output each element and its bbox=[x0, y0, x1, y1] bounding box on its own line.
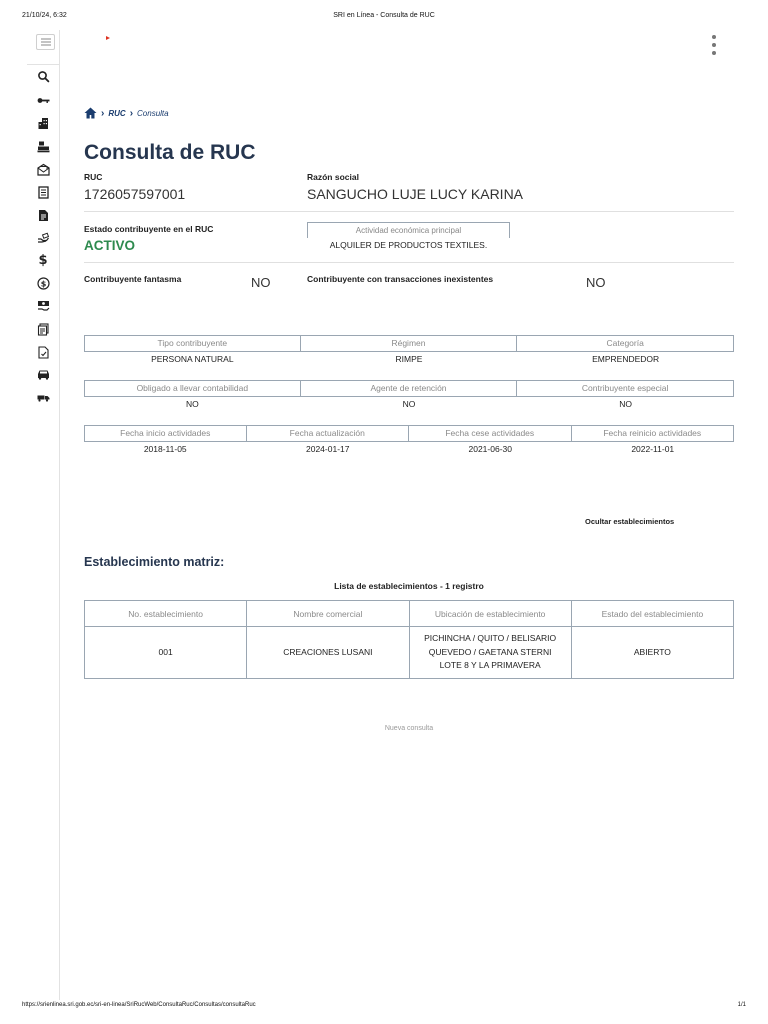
car-icon[interactable] bbox=[34, 366, 52, 382]
home-icon[interactable] bbox=[84, 107, 97, 119]
ghost-taxpayer-value: NO bbox=[251, 275, 271, 290]
table-header: Obligado a llevar contabilidad bbox=[84, 380, 301, 397]
more-options-icon[interactable] bbox=[710, 35, 718, 55]
sidebar-divider bbox=[27, 64, 60, 65]
svg-text:$: $ bbox=[40, 278, 46, 288]
table-header: Contribuyente especial bbox=[516, 380, 734, 397]
document-check-icon[interactable] bbox=[34, 344, 52, 360]
table-cell: PERSONA NATURAL bbox=[151, 354, 234, 364]
establishment-location: PICHINCHA / QUITO / BELISARIO QUEVEDO / GAETANA STERNI LOTE 8 Y LA PRIMAVERA bbox=[409, 627, 571, 679]
table-cell: EMPRENDEDOR bbox=[592, 354, 660, 364]
table-header: Ubicación de establecimiento bbox=[409, 601, 571, 627]
table-cell: NO bbox=[619, 399, 633, 409]
table-header: Fecha inicio actividades bbox=[84, 425, 247, 442]
table-header: Nombre comercial bbox=[247, 601, 409, 627]
envelope-open-icon[interactable] bbox=[34, 161, 52, 177]
buildings-icon[interactable] bbox=[34, 115, 52, 131]
document-list-icon[interactable] bbox=[34, 184, 52, 200]
taxpayer-type-table bbox=[84, 335, 734, 366]
table-cell: 2024-01-17 bbox=[306, 444, 350, 454]
table-header: Agente de retención bbox=[300, 380, 518, 397]
establishment-status: ABIERTO bbox=[571, 627, 733, 679]
divider bbox=[84, 262, 734, 263]
status-label: Estado contribuyente en el RUC bbox=[84, 224, 214, 234]
print-title: SRI en Línea - Consulta de RUC bbox=[333, 12, 435, 19]
new-query-button[interactable]: Nueva consulta bbox=[384, 725, 434, 732]
hamburger-icon bbox=[41, 38, 51, 46]
ruc-value: 1726057597001 bbox=[84, 186, 186, 202]
table-header: Tipo contribuyente bbox=[84, 335, 301, 352]
business-name-value: SANGUCHO LUJE LUCY KARINA bbox=[307, 186, 524, 202]
page-title: Consulta de RUC bbox=[84, 141, 256, 164]
dollar-icon[interactable] bbox=[34, 252, 52, 268]
dollar-glyph: $ bbox=[38, 252, 48, 268]
table-header: Régimen bbox=[300, 335, 518, 352]
hide-establishments-link[interactable]: Ocultar establecimientos bbox=[585, 517, 675, 526]
breadcrumb bbox=[84, 107, 169, 119]
ghost-taxpayer-label: Contribuyente fantasma bbox=[84, 274, 182, 284]
breadcrumb-consulta: Consulta bbox=[137, 108, 169, 118]
dollar-circle-icon[interactable] bbox=[34, 275, 52, 291]
sri-logo-mark bbox=[106, 36, 110, 40]
nonexistent-transactions-value: NO bbox=[586, 275, 606, 290]
print-date: 21/10/24, 6:32 bbox=[22, 12, 67, 19]
business-name-label: Razón social bbox=[307, 172, 359, 182]
table-header: Fecha cese actividades bbox=[408, 425, 572, 442]
menu-toggle-button[interactable] bbox=[36, 34, 55, 50]
dates-table bbox=[84, 425, 734, 456]
section-title: Establecimiento matriz: bbox=[84, 555, 225, 569]
table-cell: NO bbox=[185, 399, 199, 409]
invoices-icon[interactable] bbox=[34, 321, 52, 337]
hand-payment-icon[interactable] bbox=[34, 230, 52, 246]
main-activity-label: Actividad económica principal bbox=[307, 222, 510, 238]
table-cell: 2018-11-05 bbox=[143, 444, 187, 454]
breadcrumb-ruc[interactable]: RUC bbox=[108, 108, 126, 118]
establishment-number: 001 bbox=[85, 627, 247, 679]
truck-icon[interactable] bbox=[34, 389, 52, 405]
obligations-table bbox=[84, 380, 734, 411]
nonexistent-transactions-label: Contribuyente con transacciones inexistentes bbox=[307, 274, 494, 284]
establishments-table bbox=[84, 600, 734, 679]
status-badge: ACTIVO bbox=[84, 238, 136, 253]
main-activity-value: ALQUILER DE PRODUCTOS TEXTILES. bbox=[329, 240, 488, 250]
table-row bbox=[85, 627, 734, 679]
table-header: Fecha actualización bbox=[246, 425, 410, 442]
money-hand-icon[interactable] bbox=[34, 298, 52, 314]
chevron-right-icon: › bbox=[101, 107, 105, 119]
chevron-right-icon: › bbox=[129, 107, 134, 119]
search-icon[interactable] bbox=[34, 68, 52, 84]
sidebar bbox=[27, 30, 60, 1000]
table-cell: NO bbox=[402, 399, 416, 409]
document-icon[interactable] bbox=[34, 207, 52, 223]
key-icon[interactable] bbox=[34, 92, 52, 108]
table-cell: 2021-06-30 bbox=[468, 444, 512, 454]
table-header: Fecha reinicio actividades bbox=[571, 425, 735, 442]
divider bbox=[84, 211, 734, 212]
trade-name: CREACIONES LUSANI bbox=[247, 627, 409, 679]
cash-register-icon[interactable] bbox=[34, 138, 52, 154]
establishments-list-title: Lista de establecimientos - 1 registro bbox=[334, 581, 484, 591]
table-cell: RIMPE bbox=[395, 354, 423, 364]
table-header: Estado del establecimiento bbox=[571, 601, 733, 627]
table-header: No. establecimiento bbox=[85, 601, 247, 627]
print-url: https://srienlinea.sri.gob.ec/sri-en-linea/SriRucWeb/ConsultaRuc/Consultas/consultaRuc bbox=[22, 1002, 256, 1008]
ruc-label: RUC bbox=[84, 172, 103, 182]
table-header-row bbox=[85, 601, 734, 627]
table-cell: 2022-11-01 bbox=[631, 444, 675, 454]
print-page-number: 1/1 bbox=[737, 1002, 746, 1008]
table-header: Categoría bbox=[516, 335, 734, 352]
